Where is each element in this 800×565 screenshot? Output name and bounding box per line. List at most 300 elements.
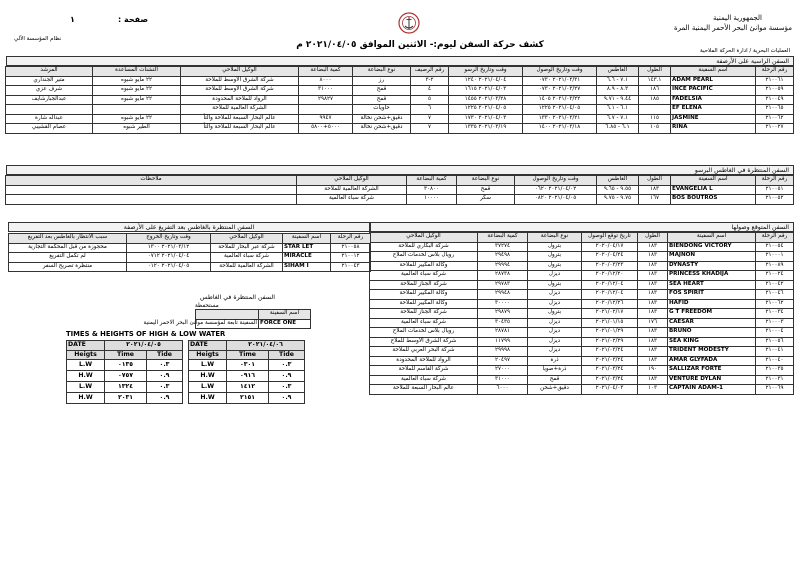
anchorage-cell: الشركة العالمية للملاحة — [297, 185, 407, 195]
expected-cell: دقيق+شحن — [528, 385, 582, 395]
anchorage-table-row — [6, 185, 794, 195]
expected-cell: وكالة المكيير للملاحة — [370, 261, 478, 271]
anchorage-header-row — [6, 176, 794, 186]
expected-table-row — [370, 375, 794, 385]
expected-cell: شركة الجناز للملاحة — [370, 309, 478, 319]
expected-cell: شركة سباء العالمية — [370, 318, 478, 328]
departed-cell: الشركة العالمية للملاحة — [211, 262, 283, 272]
berthed-cell: ٢٠٢١/٠٣/١٩ ١٣٣٥ — [449, 124, 523, 134]
tide-cell: L.W — [189, 360, 227, 371]
berthed-table — [5, 66, 794, 134]
tide-cell: ٠.٩ — [269, 371, 305, 382]
berthed-col-header: رقم الرصيف — [411, 67, 449, 77]
expected-table-row — [370, 318, 794, 328]
berthed-cell: INCE PACIFIC — [671, 86, 756, 96]
berthed-cell: شركة الشرق الاوسط للملاحة — [181, 86, 299, 96]
berthed-cell: ٢٩٨٢٧ — [299, 95, 353, 105]
expected-cell: ديزل — [528, 290, 582, 300]
expected-col-header: الطول — [638, 233, 668, 243]
berthed-cell — [6, 105, 93, 115]
berthed-cell: ١٤٣.١ — [639, 76, 671, 86]
departed-table-row — [9, 253, 371, 263]
berthed-col-header: المرشد — [6, 67, 93, 77]
tide-cell: ٢٠٣١ — [105, 393, 147, 404]
berthed-table-row — [6, 114, 794, 124]
berthed-cell: ٢١٠٠٤٩ — [756, 95, 794, 105]
departed-cell: شركة سباء العالمية — [211, 253, 283, 263]
expected-cell: AMAR GLYFADA — [668, 356, 756, 366]
tide-row — [189, 360, 305, 371]
expected-col-header: الوكيل الملاحي — [370, 233, 478, 243]
tides-title: TIMES & HEIGHTS OF HIGH & LOW WATER — [66, 330, 226, 338]
departed-table-row — [9, 243, 371, 253]
berthed-cell: دقيق+شحن نخالة — [353, 114, 411, 124]
berthed-cell: ٢٢ مايو شبوه — [93, 86, 181, 96]
expected-cell: SEA HEART — [668, 280, 756, 290]
authority-name: مؤسسة موانئ البحر الأحمر اليمنية المرة — [673, 24, 792, 32]
berthed-cell: شركة الشرق الاوسط للملاحة — [181, 76, 299, 86]
expected-cell: وكالة المكيير للملاحة — [370, 299, 478, 309]
departed-col-header: سبب الانتظار بالغاطس بعد التفريغ — [9, 234, 127, 244]
expected-col-header: رقم الرحلة — [756, 233, 794, 243]
tide-cell: ١٤١٢ — [227, 382, 269, 393]
expected-cell: شركة سباء العالمية — [370, 375, 478, 385]
berthed-cell: قمح — [353, 86, 411, 96]
expected-cell: ٢٩٩٩٨ — [478, 347, 528, 357]
expected-cell: ديزل — [528, 271, 582, 281]
berthed-cell: FADELSIA — [671, 95, 756, 105]
anchorage-cell: ١٦٧ — [639, 195, 671, 205]
expected-cell: ٢٠٢٠/١٢/٠٤ — [582, 290, 638, 300]
tide-cell: L.W — [189, 382, 227, 393]
berthed-cell: ٢٢ مايو شبوه — [93, 76, 181, 86]
expected-cell: ديزل — [528, 318, 582, 328]
anchorage-cell — [6, 185, 297, 195]
expected-table-row — [370, 242, 794, 252]
berthed-cell: EF ELENA — [671, 105, 756, 115]
departed-cell: منتظرة تصريح السفر — [9, 262, 127, 272]
anchorage-cell: ٢١٠٠٥٢ — [756, 195, 794, 205]
expected-cell: ٢٧٠٠٠ — [478, 366, 528, 376]
expected-cell: بترول — [528, 252, 582, 262]
expected-cell: TRIDENT MODESTY — [668, 347, 756, 357]
expected-cell: ٢١٠٠٤٠ — [756, 356, 794, 366]
tide-cell: H.W — [67, 371, 105, 382]
expected-cell: ٢٠٢٠/١٢/٠٤ — [582, 280, 638, 290]
expected-table-row — [370, 337, 794, 347]
expected-cell: SEA KING — [668, 337, 756, 347]
expected-cell: بترول — [528, 309, 582, 319]
tide-date-value: ٢٠٢١/٠٤/٠٦ — [227, 341, 305, 351]
berthed-table-row — [6, 124, 794, 134]
departed-table — [8, 233, 371, 272]
section-waiting-small: السفن المنتظرة في الغاطس — [200, 294, 275, 301]
anchorage-col-header: الوكيل الملاحي — [297, 176, 407, 186]
berthed-cell: ADAM PEARL — [671, 76, 756, 86]
expected-cell: ديزل — [528, 347, 582, 357]
expected-cell: ٢٠٢١/٠١/٢٩ — [582, 328, 638, 338]
expected-cell: بترول — [528, 242, 582, 252]
expected-cell: ١٧٦ — [638, 318, 668, 328]
expected-cell: ٣١٠٠٠ — [478, 375, 528, 385]
berthed-header-row — [6, 67, 794, 77]
tide-col-header: Tide — [147, 350, 183, 360]
berthed-cell: الطير شبوه — [93, 124, 181, 134]
tide-cell: H.W — [189, 371, 227, 382]
tide-row — [189, 371, 305, 382]
expected-cell: ٢١٠٠٤٦ — [756, 290, 794, 300]
expected-cell: ٣٠٠٠٠ — [478, 299, 528, 309]
tide-row — [189, 393, 305, 404]
departed-table-row — [9, 262, 371, 272]
berthed-cell: JASMINE — [671, 114, 756, 124]
stamp-label: مستحفظة — [195, 303, 219, 309]
expected-cell: ١٨٣ — [638, 356, 668, 366]
expected-table-row — [370, 299, 794, 309]
expected-cell: ٢٠٢١/٠٣/٢٤ — [582, 356, 638, 366]
expected-cell: ٢٨٧٣٨ — [478, 271, 528, 281]
anchorage-col-header: اسم السفينة — [671, 176, 756, 186]
berthed-cell: ٨٠٠٠ — [299, 76, 353, 86]
expected-cell: ٢٠٢٠/٠٤/١٧ — [582, 242, 638, 252]
tide-cell: ٠.٣ — [269, 382, 305, 393]
expected-cell: ٢٩٤٩٨ — [478, 252, 528, 262]
expected-col-header: كمية البضاعة — [478, 233, 528, 243]
departed-cell: ٢١٠٠٤٣ — [331, 262, 371, 272]
expected-cell: ٢١٠٠٦٢ — [756, 299, 794, 309]
expected-cell: شركة سباء العالمية — [370, 271, 478, 281]
section-expected: السفن المتوقع وصولها — [370, 222, 794, 232]
section-departed: السفن المنتظرة بالغاطس بعد التفريغ على الأرصفة — [8, 222, 370, 232]
anchorage-cell — [6, 195, 297, 205]
expected-cell: SALLIZAR FORTE — [668, 366, 756, 376]
expected-cell: ٢١٠٠٨٩ — [756, 261, 794, 271]
tide-date-row — [189, 341, 305, 351]
tide-header-row — [67, 350, 183, 360]
expected-cell: ١٨٣ — [638, 242, 668, 252]
tide-row — [67, 371, 183, 382]
expected-cell: ٢٠٢١/٠١/١٥ — [582, 318, 638, 328]
expected-header-row — [370, 233, 794, 243]
berthed-cell: ١١٥ — [639, 114, 671, 124]
departed-cell: محجوزة من قبل المحكمة التجارية — [9, 243, 127, 253]
tide-date-label: DATE — [67, 341, 105, 351]
anchorage-col-header: رقم الرحلة — [756, 176, 794, 186]
expected-cell: MAJNON — [668, 252, 756, 262]
berthed-cell: ٧.١ - ٦.٦ — [597, 76, 639, 86]
berthed-cell: متير الجنداري — [6, 76, 93, 86]
expected-cell: ٢٠٢٠/٠٤/٢٤ — [582, 252, 638, 262]
expected-table-row — [370, 271, 794, 281]
tide-table — [66, 340, 183, 404]
expected-cell: ١٨٣ — [638, 347, 668, 357]
departed-col-header: الوكيل الملاحي — [211, 234, 283, 244]
expected-cell: ١٨٣ — [638, 271, 668, 281]
expected-cell: ٢٠٢٠/١٢/٢٦ — [582, 299, 638, 309]
anchorage-col-header: نوع البضاعة — [457, 176, 515, 186]
waiting-small-table — [143, 309, 311, 329]
berthed-cell: ٧.١ - ٦.٧ — [597, 114, 639, 124]
departed-cell: لم تكمل التفريغ — [9, 253, 127, 263]
tide-row — [67, 360, 183, 371]
system-label: نظام المؤسسة الآلي — [14, 36, 62, 42]
berthed-cell: ٢٠٢١/٠٤/٠٥ ١٢٢٥ — [523, 105, 597, 115]
tide-col-header: Heigts — [189, 350, 227, 360]
expected-cell: ٢١٠٠٤٢ — [756, 280, 794, 290]
expected-cell: ٢١٠٠٣٥ — [756, 366, 794, 376]
ops-dept: العمليات البحرية / ادارة الحركة الملاحية — [700, 48, 790, 54]
anchorage-cell: ١٠٠٠٠ — [407, 195, 457, 205]
expected-cell: عالم البحار السبعة للملاحة — [370, 385, 478, 395]
berthed-cell: ٢٠٢١/٠٣/١٨ ١٤٠٠ — [523, 124, 597, 134]
berthed-col-header: كمية البضاعة — [299, 67, 353, 77]
expected-cell: ٢٠٢١/٠٢/١٧ — [582, 309, 638, 319]
waiting_small-cell: السفينة تابعة لمؤسسة موانئ البحر الاحمر اليمنية — [196, 319, 259, 329]
berthed-cell: ٢١٠٠٦٢ — [756, 114, 794, 124]
berthed-cell: ٩٩٤٧ — [299, 114, 353, 124]
tide-col-header: Tide — [269, 350, 305, 360]
waiting_small-col-header — [196, 310, 259, 320]
expected-cell: ٢١٠٠٤١ — [756, 347, 794, 357]
expected-cell: VENTURE DYLAN — [668, 375, 756, 385]
expected-table-row — [370, 356, 794, 366]
page-title: كشف حركة السفن ليوم:- الاثنين الموافق ٢٠٢١/٠٤/٠٥ م — [296, 40, 544, 50]
expected-table-row — [370, 385, 794, 395]
expected-cell: ١٨٣ — [638, 280, 668, 290]
berthed-cell: ٢٠٢١/٠٣/٢٧ ٠٧٣٠ — [523, 86, 597, 96]
expected-cell: ١٠٣ — [638, 385, 668, 395]
tide-date-value: ٢٠٢١/٠٤/٠٥ — [105, 341, 183, 351]
tide-row — [67, 393, 183, 404]
berthed-cell: ١٨٦ — [639, 86, 671, 96]
expected-cell: ١٨٣ — [638, 261, 668, 271]
expected-cell: شركة الجناز للملاحة — [370, 280, 478, 290]
berthed-cell — [639, 105, 671, 115]
anchorage-cell: ٢٠٢١/٠٤/٠٥ ٠٨٢٠ — [515, 195, 597, 205]
berthed-cell: ٨.٣ - ٨.٩ — [597, 86, 639, 96]
expected-cell: ٢١٠٠٠١ — [756, 252, 794, 262]
expected-table-row — [370, 328, 794, 338]
departed-col-header: اسم السفينة — [283, 234, 331, 244]
expected-cell: ٢٠٤٩٧ — [478, 356, 528, 366]
anchorage-cell: ١٨٣ — [639, 185, 671, 195]
expected-cell: ٢١٠٠٣١ — [756, 375, 794, 385]
tide-table — [188, 340, 305, 404]
berthed-cell: عبدالجبارشايف — [6, 95, 93, 105]
expected-cell: ٢٩٩٤٨ — [478, 290, 528, 300]
berthed-col-header: الطول — [639, 67, 671, 77]
berthed-cell — [93, 105, 181, 115]
expected-cell: CAPTAIN ADAM-1 — [668, 385, 756, 395]
berthed-cell: ٢٠٢١/٠٤/٠٣ ١٧٣٠ — [449, 114, 523, 124]
tide-cell: H.W — [67, 393, 105, 404]
anchorage-col-header: الطول — [639, 176, 671, 186]
berthed-cell: ٢٠٢١/٠٣/٢١ ١٣٣٠ — [523, 114, 597, 124]
berthed-cell: رز — [353, 76, 411, 86]
expected-cell: ١٨٣ — [638, 252, 668, 262]
expected-table-row — [370, 309, 794, 319]
departed-cell: ٢١٠٠٥٨ — [331, 243, 371, 253]
tide-cell: H.W — [189, 393, 227, 404]
berthed-cell: ٧ — [411, 114, 449, 124]
berthed-table-row — [6, 105, 794, 115]
logo-emblem — [398, 12, 420, 38]
berthed-cell: ٣١٠٠٠ — [299, 86, 353, 96]
tide-cell: ٢١٥١ — [227, 393, 269, 404]
section-berthed: السفن الراسية على الأرصفة — [6, 56, 794, 66]
expected-cell: ٢٠٢١/٠٢/٢٩ — [582, 337, 638, 347]
page-label: صفحة : — [118, 15, 149, 24]
expected-table-row — [370, 290, 794, 300]
expected-cell: ٦٠٠٠ — [478, 385, 528, 395]
berthed-cell: ٢٠٢١/٠٣/٢٢ ١٤٠٥ — [523, 95, 597, 105]
anchorage-cell: شركة سباء العالمية — [297, 195, 407, 205]
berthed-cell: ٢١٠٠٢٧ — [756, 124, 794, 134]
berthed-cell: ٥ — [411, 95, 449, 105]
berthed-col-header: وقت وتاريخ الوصول — [523, 67, 597, 77]
departed-cell: ٢٠٢١/٠٤/٠٥ ٠١٢٠ — [127, 262, 211, 272]
expected-cell: وكالة المكيير للملاحة — [370, 290, 478, 300]
departed-cell: MIRACLE — [283, 253, 331, 263]
expected-cell: ٣٧٢٧٤ — [478, 242, 528, 252]
anchorage-col-header: وقت وتاريخ الوصول — [515, 176, 597, 186]
berthed-cell: عصام القشيبي — [6, 124, 93, 134]
berthed-cell: ٧ — [411, 124, 449, 134]
waiting-header-row — [196, 310, 311, 320]
expected-cell: ٢٠٢٠/٠٣/٢٣ — [582, 261, 638, 271]
expected-cell: ٢١٠٠٥٦ — [756, 337, 794, 347]
departed-cell: SIHAM I — [283, 262, 331, 272]
tide-date-row — [67, 341, 183, 351]
anchorage-cell: قمح — [457, 185, 515, 195]
tide-row — [67, 382, 183, 393]
berthed-cell: ٢٠٢١/٠٤/٠٤ ١٢٤٠ — [449, 76, 523, 86]
berthed-col-header: الوكيل الملاحي — [181, 67, 299, 77]
berthed-cell: شرف عزي — [6, 86, 93, 96]
tide-cell: ٠.٩ — [147, 393, 183, 404]
tide-cell: ٠٩١٦ — [227, 371, 269, 382]
expected-cell: بترول — [528, 261, 582, 271]
expected-table — [369, 232, 794, 395]
tide-cell: ٠١٣٥ — [105, 360, 147, 371]
tide-cell: ٠.٩ — [147, 371, 183, 382]
berthed-cell: ٢٠٢١/٠٣/٣١ ٠٧٣٠ — [523, 76, 597, 86]
tide-cell: ١٣٢٤ — [105, 382, 147, 393]
berthed-cell: ٦ — [411, 105, 449, 115]
expected-cell: ٢١٠٠٦٩ — [756, 385, 794, 395]
waiting_small-cell: FORCE ONE — [259, 319, 311, 329]
berthed-cell: ٢٢ مايو شبوه — [93, 95, 181, 105]
tide-header-row — [189, 350, 305, 360]
expected-cell: شركة الشرق الاوسط للملاح — [370, 337, 478, 347]
page-number: ١ — [70, 15, 75, 24]
expected-cell: ٢٠٢١/٠٣/٢٤ — [582, 375, 638, 385]
tide-row — [189, 382, 305, 393]
expected-cell: ٢٠٢١/٠٤/٠٣ — [582, 385, 638, 395]
anchorage-cell: EVANGELIA L — [671, 185, 756, 195]
berthed-cell: ٥٠٠٠+٥٨٠٠ — [299, 124, 353, 134]
republic-name: الجمهورية اليمنية — [712, 14, 762, 22]
berthed-cell: ٢٠٢١/٠٤/٠٣ ١٦١٥ — [449, 86, 523, 96]
departed-col-header: رقم الرحلة — [331, 234, 371, 244]
expected-cell: ٢١٠٠٣٤ — [756, 309, 794, 319]
tide-cell: L.W — [67, 382, 105, 393]
expected-cell: ١٨٣ — [638, 328, 668, 338]
expected-cell: ٢٨٧٨١ — [478, 328, 528, 338]
berthed-cell: ٢١٠٠٥٩ — [756, 86, 794, 96]
expected-cell: قمح — [528, 375, 582, 385]
anchorage-col-header: الغاطس — [597, 176, 639, 186]
berthed-table-row — [6, 86, 794, 96]
expected-cell: ٣٠٤٣٥ — [478, 318, 528, 328]
tide-cell: ٠.٣ — [147, 360, 183, 371]
anchorage-table — [5, 175, 794, 205]
expected-cell: ١٨٣ — [638, 290, 668, 300]
anchorage-cell: ٢٠٢١/٠٤/٠٢ ٠٦٢٠ — [515, 185, 597, 195]
berthed-cell: حاويات — [353, 105, 411, 115]
expected-cell: رويال بلاس لخدمات الملاح — [370, 328, 478, 338]
berthed-cell: الشركة العالمية للملاحة — [181, 105, 299, 115]
anchor-emblem-icon — [398, 12, 420, 34]
berthed-col-header: اسم السفينة — [671, 67, 756, 77]
expected-table-row — [370, 347, 794, 357]
berthed-cell: RINA — [671, 124, 756, 134]
tide-col-header: Time — [227, 350, 269, 360]
tide-cell: ٠.٣ — [269, 360, 305, 371]
tide-cell: ٠٣٠١ — [227, 360, 269, 371]
berthed-col-header: الغاطس — [597, 67, 639, 77]
expected-cell: ٢١٠٠٢٤ — [756, 271, 794, 281]
tide-cell: L.W — [67, 360, 105, 371]
anchorage-cell: BOS BOUTROS — [671, 195, 756, 205]
expected-cell: ١٨٣ — [638, 299, 668, 309]
berthed-col-header: نوع البضاعة — [353, 67, 411, 77]
expected-cell: ٢٩٧٨٣ — [478, 280, 528, 290]
expected-cell: BRUNO — [668, 328, 756, 338]
berthed-cell — [299, 105, 353, 115]
berthed-cell: ٢-٣ — [411, 76, 449, 86]
expected-cell: PRINCESS KHADIJA — [668, 271, 756, 281]
berthed-cell: عالم البحار السبعة للملاحة والتأ — [181, 124, 299, 134]
expected-col-header: تاريخ توقع الوصول — [582, 233, 638, 243]
expected-cell: بترول — [528, 280, 582, 290]
berthed-cell: ٩.٤٤ - ٩.٧١ — [597, 95, 639, 105]
berthed-cell: ٢٠٢١/٠٣/٢٨ ١٤٥٥ — [449, 95, 523, 105]
anchorage-cell: ٩.٥٥ - ٩.٦٥ — [597, 185, 639, 195]
expected-cell: ديزل — [528, 337, 582, 347]
departed-header-row — [9, 234, 371, 244]
expected-cell: CAESAR — [668, 318, 756, 328]
berthed-cell: ٢٠٢١/٠٤/٠٥ ١٢٢٥ — [449, 105, 523, 115]
tide-date-label: DATE — [189, 341, 227, 351]
berthed-col-header: وقت وتاريخ الرسو — [449, 67, 523, 77]
expected-cell: ديزل — [528, 328, 582, 338]
expected-cell: FOS SPIRIT — [668, 290, 756, 300]
expected-cell: شركة القاسم للملاحة — [370, 366, 478, 376]
expected-cell: BIENDONG VICTORY — [668, 242, 756, 252]
berthed-cell: ١٨٥ — [639, 95, 671, 105]
departed-cell: ٢٠٢١/٠٤/٠٤ ٠٧١٢ — [127, 253, 211, 263]
tide-cell: ٠.٣ — [147, 382, 183, 393]
departed-col-header: وقت وتاريخ الخروج — [127, 234, 211, 244]
anchorage-col-header: كمية البضاعة — [407, 176, 457, 186]
tide-cell: ٠.٩ — [269, 393, 305, 404]
departed-cell: ٢١٠٠١٢ — [331, 253, 371, 263]
anchorage-cell: ٩.٧٥ - ٩.٧٥ — [597, 195, 639, 205]
expected-cell: ٢١٠٠٠٤ — [756, 328, 794, 338]
expected-col-header: نوع البضاعة — [528, 233, 582, 243]
anchorage-cell: ٣٠٨٠٠ — [407, 185, 457, 195]
